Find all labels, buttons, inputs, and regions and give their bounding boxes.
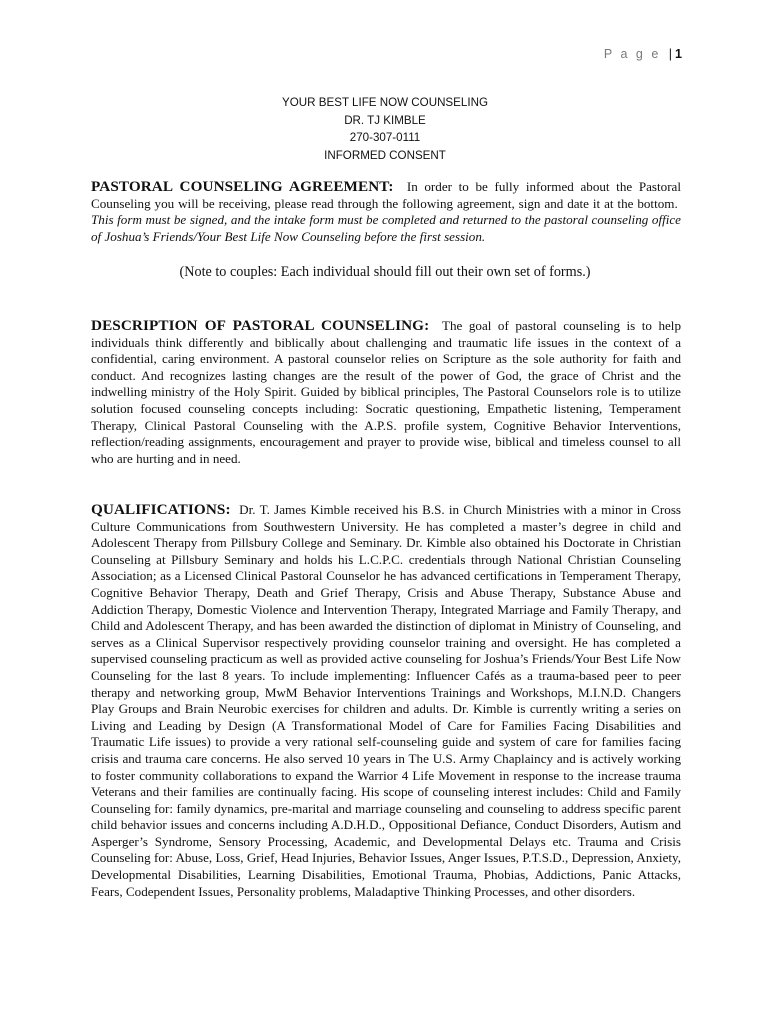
- agreement-italic-note: This form must be signed, and the intake form must be completed and returned to the pastoral counseling office of Joshua’s Friends/Your Best Life Now Counseling before the first session.: [91, 212, 681, 244]
- qualifications-text: Dr. T. James Kimble received his B.S. in Church Ministries with a minor in Cross Culture Communications from Southwestern University. He has completed a master’s degree in child and Adolescent Therapy from Pillsbury College and Seminary. Dr. Kimble also obtained his Doctorate in Christian Counseling at Pillsbury Seminary and holds his L.C.P.C. credentials through National Christian Counseling Association; as a Licensed Clinical Pastoral Counselor he has advanced certifications in Temperament Therapy, Cognitive Behavior Therapy, Death and Grief Therapy, Crisis and Abuse Therapy, Substance Abuse and Addiction Therapy, Domestic Violence and Intervention Therapy, Integrated Marriage and Family Therapy, and Child and Adolescent Therapy, and has been awarded the distinction of diplomat in Ministry of Counseling, and serves as a Clinical Supervisor respectively providing counselor training and oversight. He has completed a supervised counseling practicum as well as provided active counseling for Joshua’s Friends/Your Best Life Now Counseling for the last 8 years. To include implementing: Influencer Cafés as a trauma-based peer to peer therapy and networking group, MwM Behavior Interventions Trainings and Workshops, M.I.N.D. Changers Play Groups and Brain Neurobic exercises for children and adults. Dr. Kimble is currently writing a series on Living and Leading by Design (A Transformational Model of Care for Families Facing Disabilities and Traumatic Life issues) to provide a very rational self-counseling guide and system of care for families facing crisis and trauma care concerns. He also served 10 years in The U.S. Army Chaplaincy and is actively working to foster community collaborations to expand the Warrior 4 Life Movement in response to the increase trauma Veterans and their families are continually facing. His scope of counseling interest includes: Child and Family Counseling for: family dynamics, pre-marital and marriage counseling and counseling to address specific parent child behavior issues and concerns including A.D.H.D., Oppositional Defiance, Conduct Disorders, Autism and Asperger’s Syndrome, Sensory Processing, Academic, and Developmental Delays etc. Trauma and Crisis Counseling for: Abuse, Loss, Grief, Head Injuries, Behavior Issues, Anger Issues, P.T.S.D., Depression, Anxiety, Developmental Disabilities, Learning Disabilities, Emotional Trauma, Phobias, Addictions, Panic Attacks, Fears, Codependent Issues, Personality problems, Maladaptive Thinking Processes, and other disorders.: [91, 502, 682, 899]
- page-separator: |: [668, 47, 673, 61]
- practice-name: YOUR BEST LIFE NOW COUNSELING: [282, 96, 488, 109]
- agreement-text: In order to be fully informed about the Pastoral Counseling you will be receiving, please read through the following agreement, sign and date it at the bottom.: [91, 179, 681, 211]
- doctor-name: DR. TJ KIMBLE: [344, 113, 426, 127]
- agreement-section: [91, 179, 681, 245]
- qualifications-heading: QUALIFICATIONS:: [91, 501, 231, 518]
- agreement-heading: PASTORAL COUNSELING AGREEMENT:: [91, 178, 394, 195]
- phone-number: 270-307-0111: [349, 131, 421, 144]
- document-title: INFORMED CONSENT: [324, 148, 446, 162]
- page-number-value: 1: [675, 47, 682, 61]
- description-heading: DESCRIPTION OF PASTORAL COUNSELING:: [91, 317, 430, 334]
- description-text: The goal of pastoral counseling is to help individuals think differently and biblically about challenging and traumatic life issues in the context of a confidential, caring environment. A pastoral counselor relies on Scripture as the sole authority for faith and conduct. And recognizes lasting changes are the result of the power of God, the grace of Christ and the indwelling ministry of the Holy Spirit. Guided by biblical principles, The Pastoral Counselors role is to utilize solution focused counseling concepts including: Socratic questioning, Empathetic listening, Temperament Therapy, Clinical Pastoral Counseling with the A.P.S. profile system, Cognitive Behavior Interventions, reflection/reading assignments, encouragement and prayer to provide wise, biblical and timeless counsel to all who are hurting and in need.: [91, 318, 681, 466]
- page-number: [604, 47, 682, 61]
- page-label: P a g e: [603, 47, 661, 61]
- couples-note: (Note to couples: Each individual should fill out their own set of forms.): [179, 264, 591, 280]
- document-header: [0, 94, 770, 164]
- description-section: [91, 318, 681, 467]
- qualifications-section: [91, 502, 681, 900]
